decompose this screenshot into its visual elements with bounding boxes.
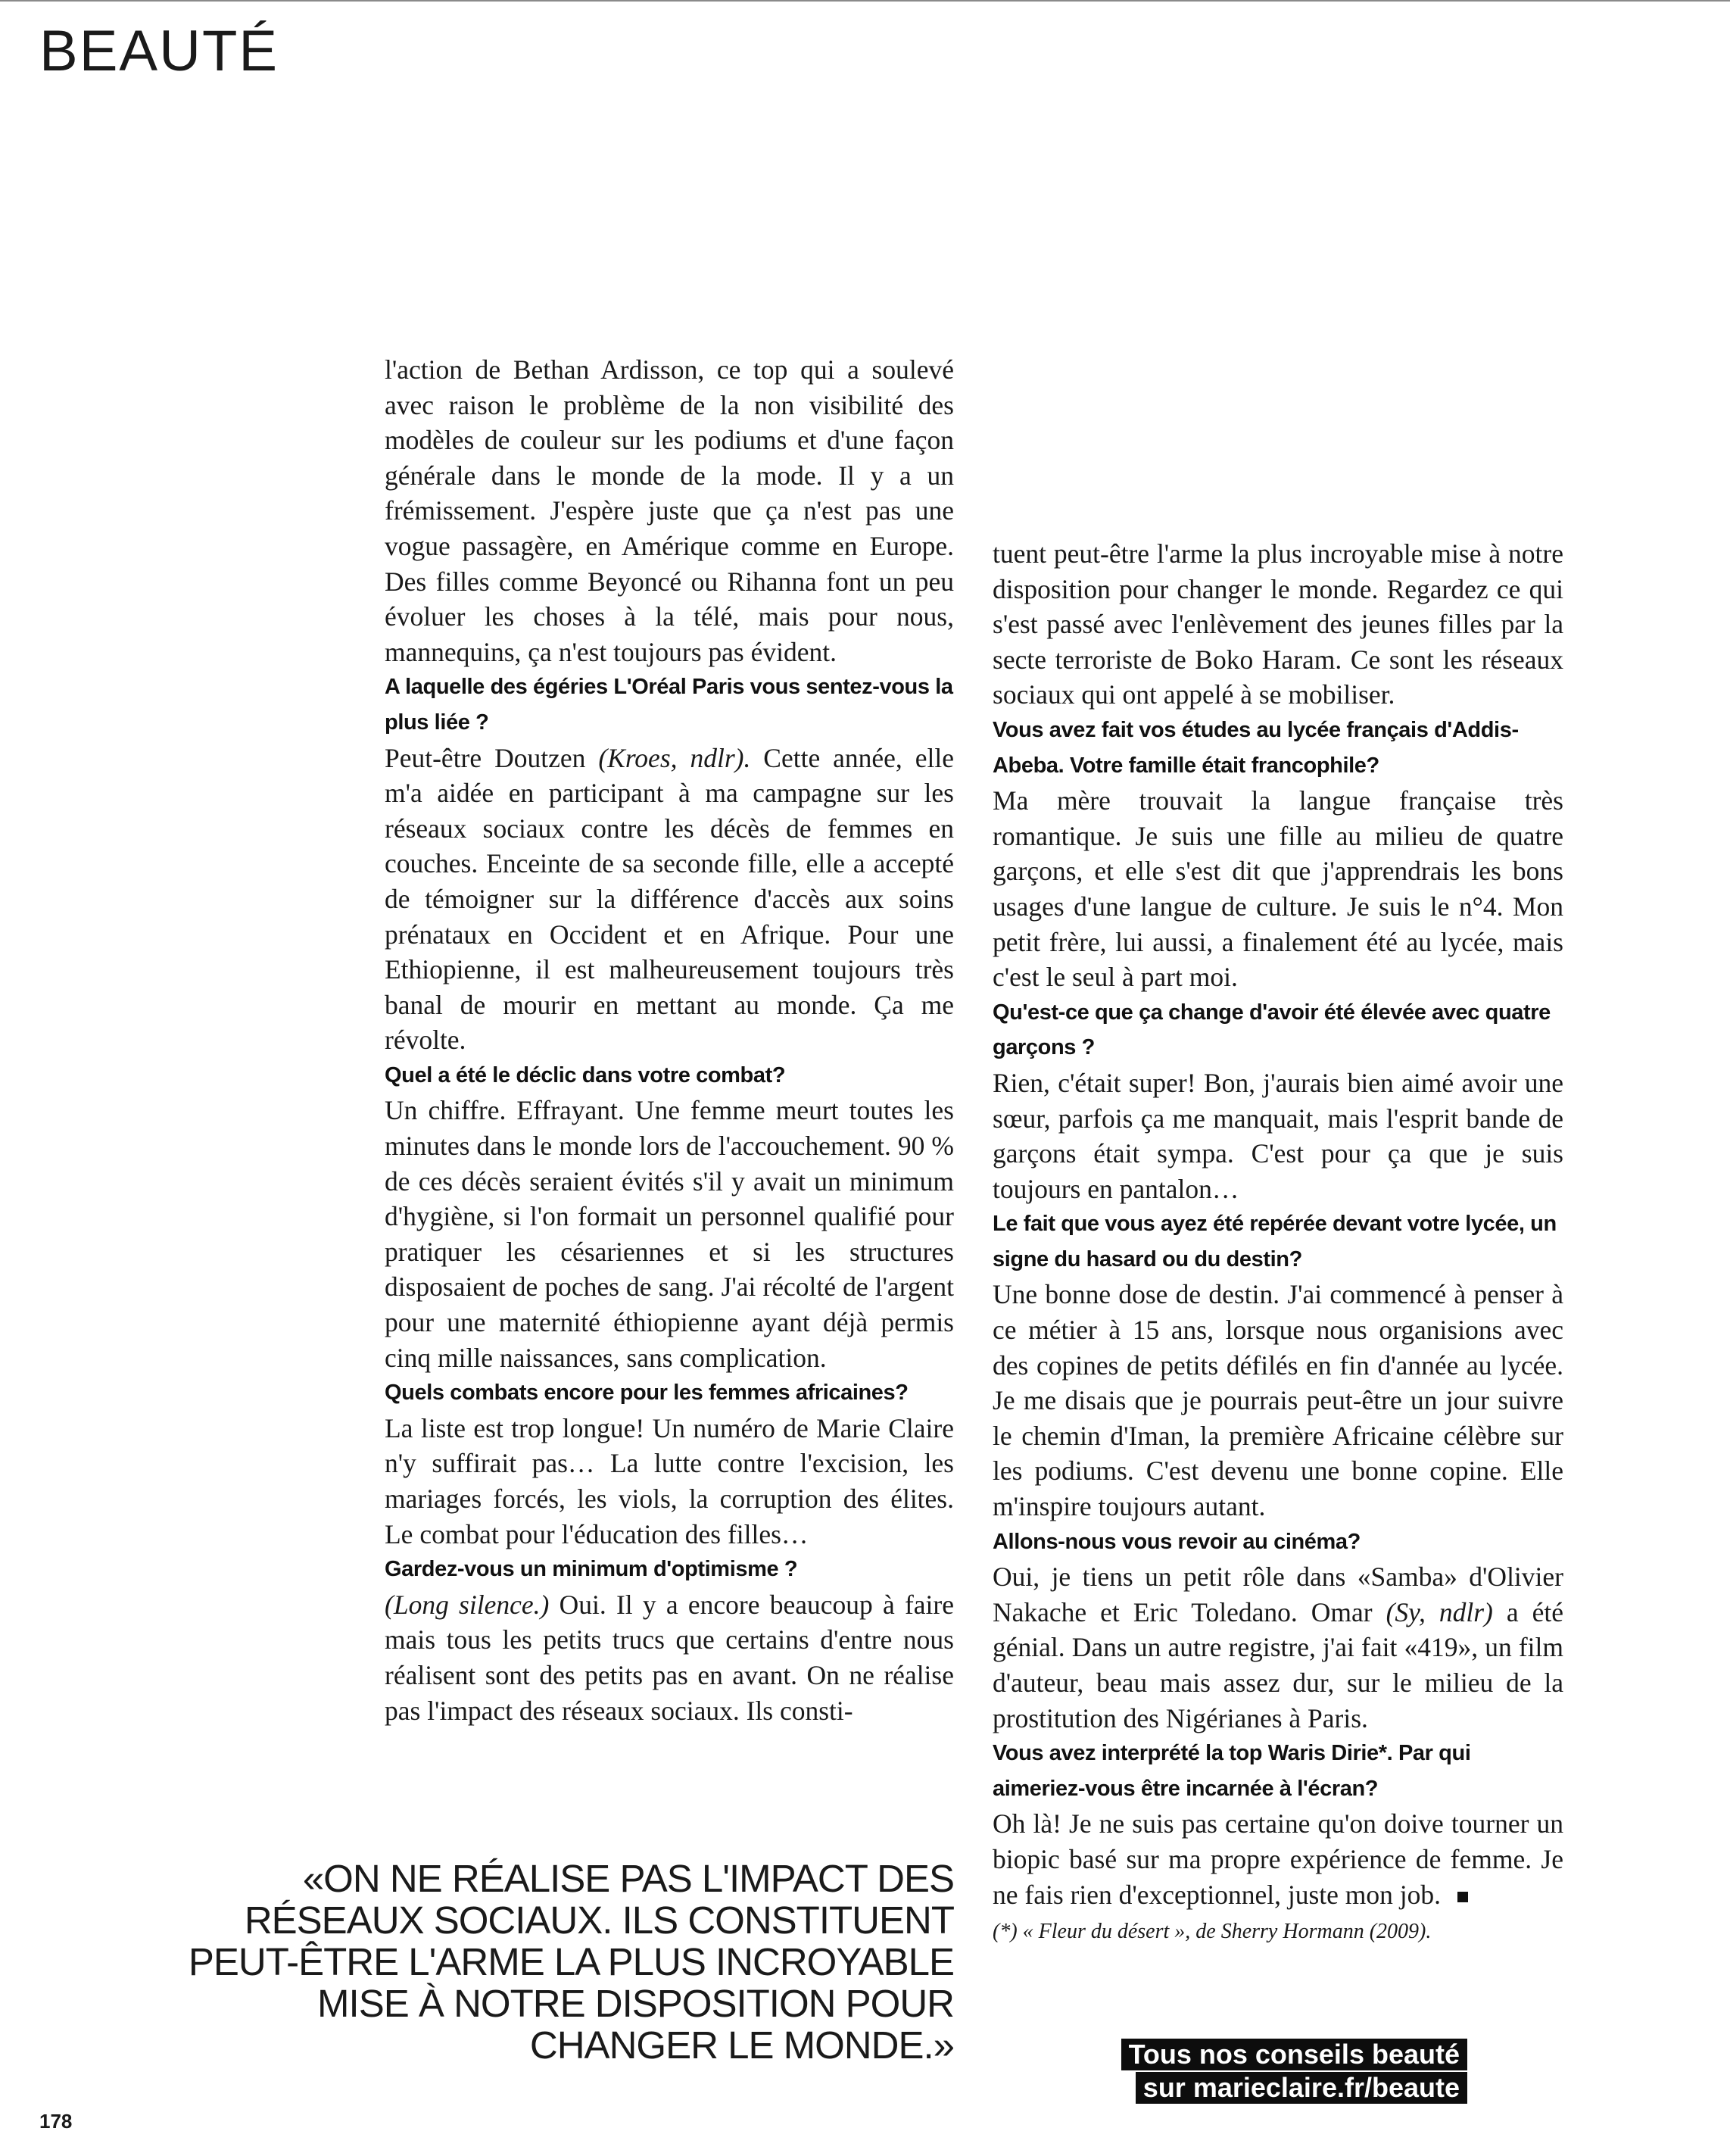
paragraph: l'action de Bethan Ardisson, ce top qui a soulevé avec raison le problème de la non visibilité des modèles de couleur sur les podiums et d'une façon générale dans le monde de la mode. Il y a un frémissement. J'espère juste que ça n'est pas une vogue passagère, en Amérique comme en Europe. Des filles comme Beyoncé ou Rihanna font un peu évoluer les choses à la télé, mais pour nous, mannequins, ça n'est toujours pas évident. [385, 354, 954, 667]
paragraph: Rien, c'était super! Bon, j'aurais bien aimé avoir une sœur, parfois ça me manquait, mais l'esprit bande de garçons était sympa. C'est pour ça que je suis toujours en pantalon… [993, 1067, 1563, 1204]
end-square-icon [1457, 1892, 1468, 1902]
cta-link[interactable]: sur marieclaire.fr/beaute [1136, 2072, 1467, 2104]
answer-text: Cette année, elle m'a aidée en participant à ma campagne sur les réseaux sociaux contre les décès de femmes en couches. Enceinte de sa seconde fille, elle a accepté de témoigner sur la différence d'accès aux soins prénataux en Occident et en Afrique. Pour une Ethiopienne, il est malheureusement toujours très banal de mourir en mettant au monde. Ça me révolte. [385, 742, 954, 1056]
stage-direction: (Long silence.) [385, 1589, 550, 1620]
interview-question: Allons-nous vous revoir au cinéma? [993, 1529, 1361, 1554]
answer-text: Peut-être Doutzen [385, 742, 599, 773]
editor-note: (Sy, ndlr) [1386, 1596, 1493, 1627]
interview-question: Qu'est-ce que ça change d'avoir été élevée avec quatre garçons ? [993, 1000, 1551, 1060]
answer-text: a été génial. Dans un autre registre, j'ai fait «419», un film d'auteur, beau mais assez dur, sur le milieu de la prostitution des Nigérianes à Paris. [993, 1596, 1564, 1733]
answer-text: Oh là! Je ne suis pas certaine qu'on doive tourner un biopic basé sur ma propre expérience de femme. Je ne fais rien d'exceptionnel, juste mon job. [993, 1808, 1563, 1910]
interview-question: Gardez-vous un minimum d'optimisme ? [385, 1557, 798, 1582]
interview-question: Quels combats encore pour les femmes africaines? [385, 1381, 909, 1406]
answer-text: Oui. Il y a encore beaucoup à faire mais tous les petits trucs que certains d'entre nous réalisent sont des petits pas en avant. On ne réalise pas l'impact des réseaux sociaux. Ils consti- [385, 1589, 954, 1726]
footnote: (*) « Fleur du désert », de Sherry Hormann (2009). [993, 1920, 1432, 1944]
paragraph [385, 741, 954, 1058]
interview-question: Vous avez fait vos études au lycée français d'Addis-Abeba. Votre famille était francophile? [993, 717, 1519, 778]
pull-quote: «ON NE RÉALISE PAS L'IMPACT DES RÉSEAUX SOCIAUX. ILS CONSTITUENT PEUT-ÊTRE L'ARME LA PLUS INCROYABLE MISE À NOTRE DISPOSITION POUR CHANGER LE MONDE.» [188, 1857, 954, 2067]
editor-note: (Kroes, ndlr). [598, 742, 751, 773]
top-rule [0, 0, 1730, 2]
paragraph [993, 1559, 1563, 1736]
paragraph: Un chiffre. Effrayant. Une femme meurt toutes les minutes dans le monde lors de l'accouchement. 90 % de ces décès seraient évités s'il y avait un minimum d'hygiène, si l'on formait un personnel qualifié pour pratiquer les césariennes et si les structures disposaient de poches de sang. J'ai récolté de l'argent pour une maternité éthiopienne ayant déjà permis cinq mille naissances, sans complication. [385, 1095, 954, 1373]
paragraph: La liste est trop longue! Un numéro de Marie Claire n'y suffirait pas… La lutte contre l'excision, les mariages forcés, les viols, la corruption des élites. Le combat pour l'éducation des filles… [385, 1412, 954, 1549]
paragraph: Ma mère trouvait la langue française très romantique. Je suis une fille au milieu de quatre garçons, et elle s'est dit que j'apprendrais les bons usages d'une langue de culture. Je suis le n°4. Mon petit frère, lui aussi, a finalement été au lycée, mais c'est le seul à part moi. [993, 785, 1563, 993]
cta-line-1: Tous nos conseils beauté [1121, 2039, 1467, 2070]
interview-question: A laquelle des égéries L'Oréal Paris vous sentez-vous la plus liée ? [385, 675, 953, 735]
paragraph: tuent peut-être l'arme la plus incroyable mise à notre disposition pour changer le monde. Regardez ce qui s'est passé avec l'enlèvement des jeunes filles par la secte terroriste de Boko Haram. Ce sont les réseaux sociaux qui ont appelé à se mobiliser. [993, 538, 1563, 710]
left-column [385, 352, 954, 1728]
paragraph [385, 1587, 954, 1728]
web-cta [1055, 2039, 1467, 2105]
paragraph [993, 1806, 1563, 1912]
interview-question: Vous avez interprété la top Waris Dirie*. Par qui aimeriez-vous être incarnée à l'écran? [993, 1741, 1471, 1801]
page-number: 178 [39, 2110, 73, 2133]
interview-question: Le fait que vous ayez été repérée devant votre lycée, un signe du hasard ou du destin? [993, 1212, 1557, 1271]
answer-text: Oui, je tiens un petit rôle dans «Samba» d'Olivier Nakache et Eric Toledano. Omar [993, 1562, 1563, 1627]
interview-question: Quel a été le déclic dans votre combat? [385, 1062, 786, 1087]
section-title: BEAUTÉ [39, 19, 279, 83]
paragraph: Une bonne dose de destin. J'ai commencé à penser à ce métier à 15 ans, lorsque nous organisions avec des copines de petits défilés en fin d'année au lycée. Je me disais que je pourrais peut-être un jour suivre le chemin d'Iman, la première Africaine célèbre sur les podiums. C'est devenu une bonne copine. Elle m'inspire toujours autant. [993, 1279, 1563, 1522]
right-column [993, 536, 1563, 1947]
